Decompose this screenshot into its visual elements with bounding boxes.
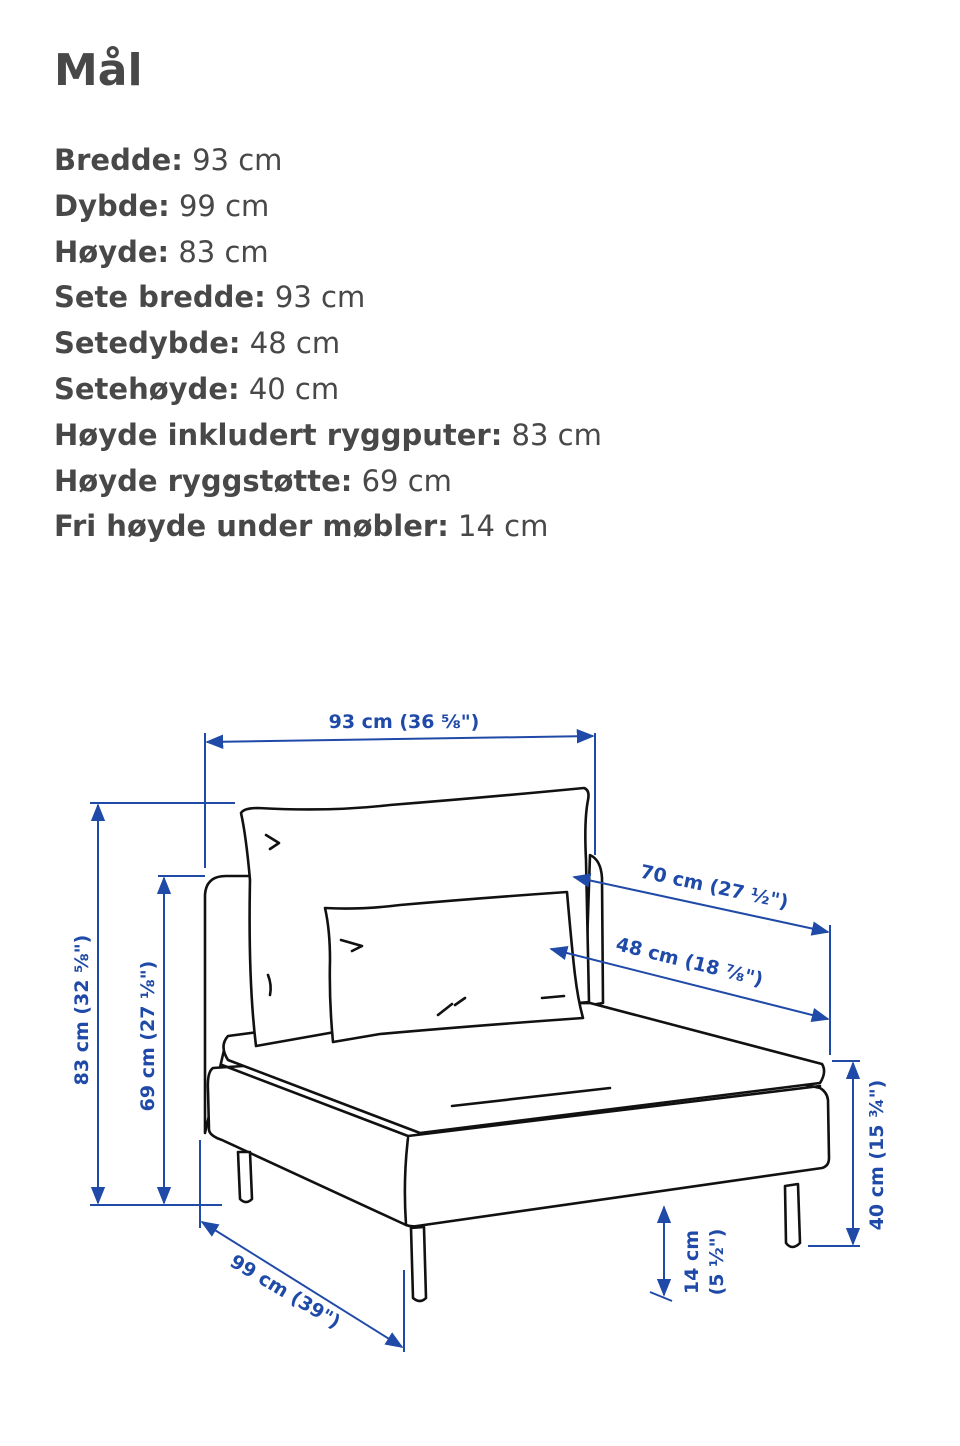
spec-label: Høyde ryggstøtte: [54,463,353,498]
spec-label: Setedybde: [54,326,241,361]
spec-label: Sete bredde: [54,280,266,315]
spec-label: Høyde inkludert ryggputer: [54,417,503,452]
spec-label: Bredde: [54,143,183,177]
clearance-extension-bottom [650,1292,672,1301]
spec-depth [54,184,602,230]
spec-label: Setehøyde: [54,371,240,406]
spec-label: Dybde: [54,188,170,223]
spec-value: 99 cm [178,188,270,223]
seat-depth-label: 48 cm (18 ⅞") [613,933,766,992]
spec-seat-depth [54,321,602,367]
dimension-diagram [0,680,960,1380]
spec-height-incl-cushions [54,413,602,459]
clearance-label-line1: 14 cm [681,1229,703,1295]
spec-seat-width [54,275,602,321]
spec-label: Fri høyde under møbler: [54,509,449,544]
page-title: Mål [54,45,143,96]
width-label: 93 cm (36 ⅝") [328,711,480,733]
backrest-height-label: 69 cm (27 ⅛") [137,960,159,1112]
leg-front-left [238,1152,252,1202]
spec-value: 93 cm [274,280,366,315]
width-dimension-line [207,736,593,742]
spec-seat-height [54,367,602,413]
spec-backrest-height [54,459,602,505]
spec-height [54,230,602,276]
back-depth-label: 70 cm (27 ½") [638,860,791,914]
depth-label: 99 cm (39") [226,1250,345,1334]
spec-value: 48 cm [249,326,341,361]
seat-module-drawing [205,788,829,1301]
spec-value: 83 cm [511,417,602,452]
spec-label: Høyde: [54,234,170,269]
spec-value: 14 cm [458,509,549,544]
spec-width [54,138,602,184]
spec-value: 69 cm [361,463,452,498]
leg-front-center [411,1227,426,1301]
spec-value: 93 cm [192,143,283,177]
spec-value: 40 cm [248,371,340,406]
clearance-label-line2: (5 ½") [706,1228,728,1296]
leg-front-right [785,1184,800,1247]
spec-floor-clearance [54,504,602,550]
depth-dimension-line [202,1222,402,1347]
seat-height-label: 40 cm (15 ¾") [866,1079,888,1231]
spec-value: 83 cm [178,234,269,269]
dimension-spec-list [54,138,602,550]
lumbar-pillow [325,892,583,1042]
height-label: 83 cm (32 ⅝") [71,934,93,1086]
